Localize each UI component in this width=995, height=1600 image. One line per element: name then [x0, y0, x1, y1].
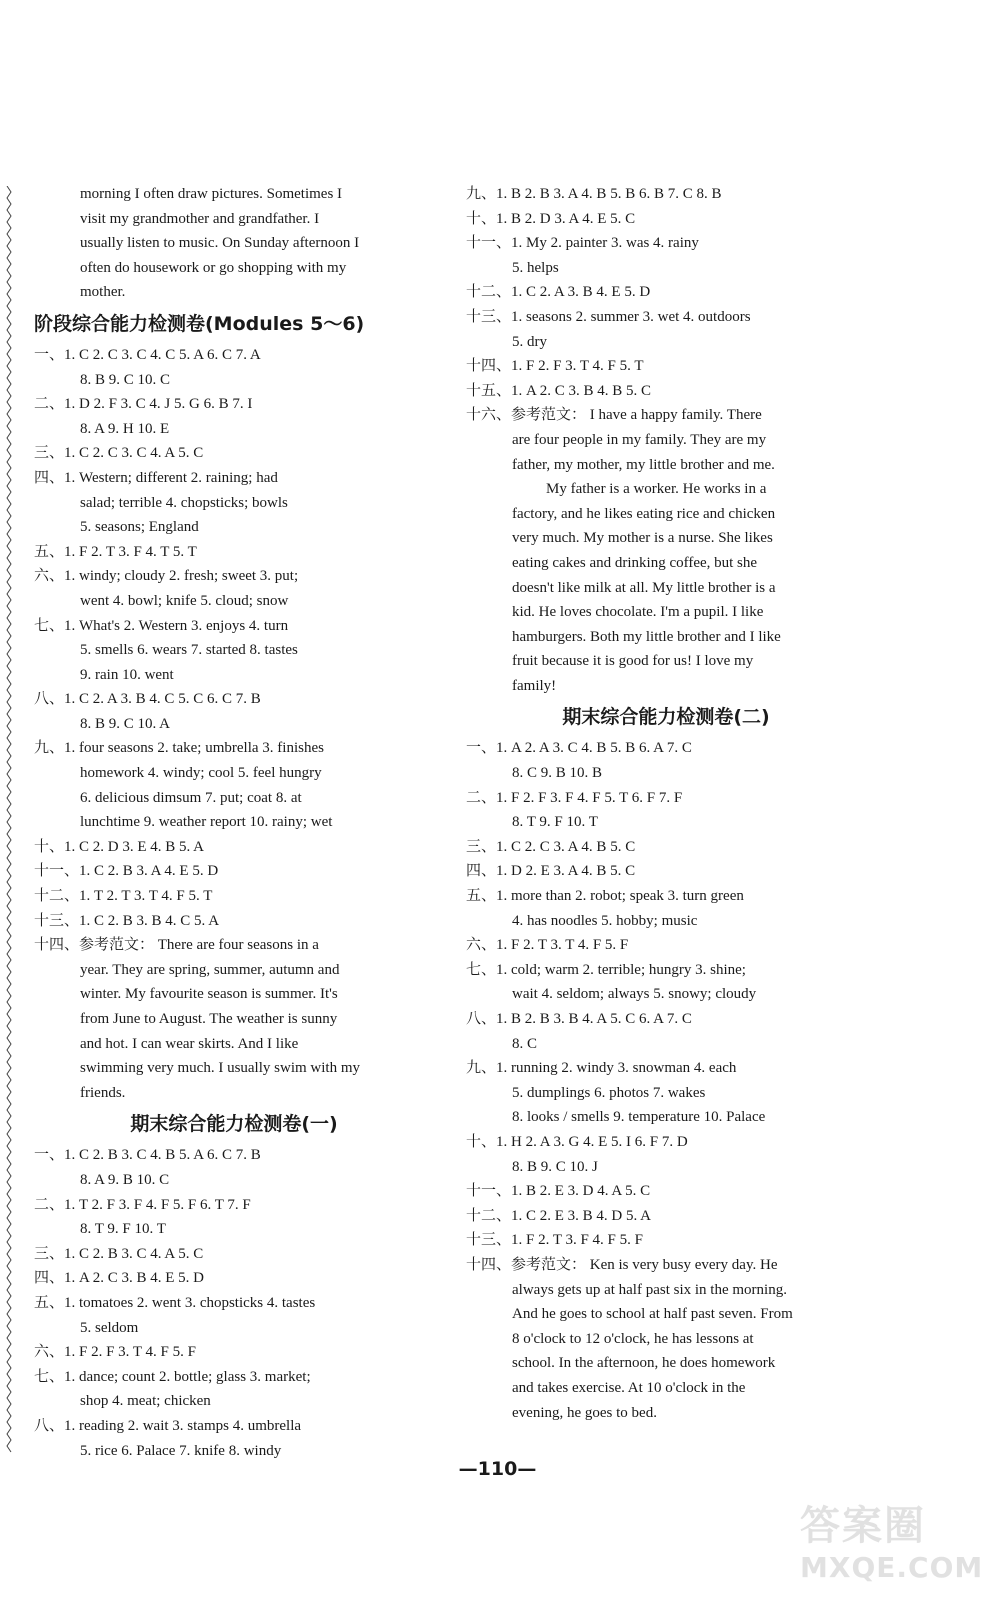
answer-line: 5. rice 6. Palace 7. knife 8. windy — [80, 1442, 282, 1459]
answer-line: 一、1. C 2. B 3. C 4. B 5. A 6. C 7. B — [34, 1147, 261, 1164]
answer-line: 5. seldom — [80, 1319, 139, 1336]
answer-line: 二、1. F 2. F 3. F 4. F 5. T 6. F 7. F — [466, 789, 683, 806]
section-title: 期末综合能力检测卷(一) — [130, 1113, 338, 1136]
answer-line: 十四、参考范文： Ken is very busy every day. He — [466, 1256, 778, 1273]
answer-line: 十、1. B 2. D 3. A 4. E 5. C — [466, 210, 636, 227]
answer-line: fruit because it is good for us! I love my — [512, 653, 754, 670]
page-number: —110— — [458, 1458, 537, 1480]
answer-line: 六、1. F 2. T 3. T 4. F 5. F — [466, 937, 629, 954]
answer-line: 五、1. tomatoes 2. went 3. chopsticks 4. tastes — [34, 1294, 316, 1311]
answer-line: morning I often draw pictures. Sometimes I — [80, 186, 343, 202]
answer-line: 四、1. D 2. E 3. A 4. B 5. C — [466, 863, 636, 880]
answer-line: homework 4. windy; cool 5. feel hungry — [80, 765, 322, 782]
answer-line: 九、1. four seasons 2. take; umbrella 3. finishes — [34, 740, 324, 757]
answer-line: are four people in my family. They are my — [512, 431, 767, 448]
answer-line: 十四、1. F 2. F 3. T 4. F 5. T — [466, 358, 644, 375]
answer-line: 七、1. cold; warm 2. terrible; hungry 3. shine; — [466, 961, 746, 978]
answer-line: year. They are spring, summer, autumn and — [80, 961, 340, 978]
answer-line: 十三、1. seasons 2. summer 3. wet 4. outdoors — [466, 308, 751, 325]
answer-line: mother. — [80, 284, 126, 301]
answer-line: 8. A 9. H 10. E — [80, 420, 170, 437]
answer-line: 六、1. F 2. F 3. T 4. F 5. F — [34, 1344, 196, 1361]
answer-line: 5. dumplings 6. photos 7. wakes — [512, 1084, 706, 1101]
answer-line: factory, and he likes eating rice and chicken — [512, 505, 776, 522]
watermark-logo-bottom: MXQE.COM — [800, 1551, 984, 1584]
answer-line: 九、1. B 2. B 3. A 4. B 5. B 6. B 7. C 8. B — [466, 186, 722, 202]
answer-line: 9. rain 10. went — [80, 666, 174, 683]
answer-line: 二、1. D 2. F 3. C 4. J 5. G 6. B 7. I — [34, 396, 253, 413]
answer-line: 二、1. T 2. F 3. F 4. F 5. F 6. T 7. F — [34, 1196, 251, 1213]
answer-line: 七、1. dance; count 2. bottle; glass 3. market; — [34, 1368, 311, 1385]
answer-line: 十二、1. C 2. E 3. B 4. D 5. A — [466, 1207, 652, 1224]
answer-line: 五、1. F 2. T 3. F 4. T 5. T — [34, 543, 197, 560]
answer-line: 五、1. more than 2. robot; speak 3. turn green — [466, 888, 744, 905]
answer-line: 十、1. C 2. D 3. E 4. B 5. A — [34, 838, 205, 855]
answer-line: friends. — [80, 1084, 126, 1101]
answer-line: kid. He loves chocolate. I'm a pupil. I like — [512, 604, 764, 621]
answer-line: 八、1. reading 2. wait 3. stamps 4. umbrella — [34, 1417, 302, 1434]
answer-line: 十五、1. A 2. C 3. B 4. B 5. C — [466, 382, 652, 399]
answer-line: and takes exercise. At 10 o'clock in the — [512, 1379, 746, 1396]
answer-line: 8. T 9. F 10. T — [80, 1221, 166, 1238]
answer-line: 八、1. B 2. B 3. B 4. A 5. C 6. A 7. C — [466, 1011, 692, 1027]
answer-line: visit my grandmother and grandfather. I — [80, 210, 320, 227]
answer-line: 十二、1. C 2. A 3. B 4. E 5. D — [466, 284, 651, 301]
answer-line: 三、1. C 2. B 3. C 4. A 5. C — [34, 1245, 204, 1262]
answer-line: 三、1. C 2. C 3. A 4. B 5. C — [466, 838, 636, 855]
answer-line: 6. delicious dimsum 7. put; coat 8. at — [80, 789, 302, 806]
answer-line: 十二、1. T 2. T 3. T 4. F 5. T — [34, 888, 213, 905]
answer-line: hamburgers. Both my little brother and I like — [512, 628, 781, 645]
answer-line: 8. C 9. B 10. B — [512, 765, 603, 782]
answer-line: 十一、1. My 2. painter 3. was 4. rainy — [466, 235, 699, 252]
answer-line: 六、1. windy; cloudy 2. fresh; sweet 3. put; — [34, 568, 299, 585]
answer-line: 十一、1. C 2. B 3. A 4. E 5. D — [34, 863, 219, 880]
answer-line: went 4. bowl; knife 5. cloud; snow — [80, 592, 289, 609]
answer-line: doesn't like milk at all. My little brother is a — [512, 579, 776, 596]
answer-line: usually listen to music. On Sunday afternoon I — [80, 235, 360, 252]
answer-line: 8. B 9. C 10. A — [80, 715, 171, 732]
answer-line: 四、1. Western; different 2. raining; had — [34, 469, 278, 486]
answer-line: 三、1. C 2. C 3. C 4. A 5. C — [34, 445, 204, 462]
answer-line: 十、1. H 2. A 3. G 4. E 5. I 6. F 7. D — [466, 1133, 688, 1150]
section-title: 期末综合能力检测卷(二) — [562, 706, 770, 729]
answer-line: salad; terrible 4. chopsticks; bowls — [80, 494, 288, 511]
margin-zigzag-line — [4, 186, 14, 1456]
answer-line: 8. A 9. B 10. C — [80, 1171, 170, 1188]
answer-line: 十四、参考范文： There are four seasons in a — [34, 937, 319, 954]
answer-line: evening, he goes to bed. — [512, 1404, 657, 1421]
answer-line: 5. seasons; England — [80, 519, 199, 536]
answer-line: often do housework or go shopping with my — [80, 259, 347, 276]
answer-line: 七、1. What's 2. Western 3. enjoys 4. turn — [34, 617, 289, 634]
answer-line: 十一、1. B 2. E 3. D 4. A 5. C — [466, 1183, 651, 1200]
answer-line: eating cakes and drinking coffee, but she — [512, 554, 758, 571]
answer-line: 十六、参考范文： I have a happy family. There — [466, 407, 762, 424]
section-title: 阶段综合能力检测卷(Modules 5～6) — [34, 312, 365, 335]
answer-line: winter. My favourite season is summer. It's — [80, 986, 338, 1003]
answer-line: shop 4. meat; chicken — [80, 1393, 211, 1410]
answer-line: My father is a worker. He works in a — [546, 481, 767, 498]
answer-line: And he goes to school at half past seven. From — [512, 1306, 793, 1323]
left-column — [34, 182, 434, 1463]
answer-line: family! — [512, 677, 557, 694]
answer-line: father, my mother, my little brother and me. — [512, 456, 775, 473]
answer-line: and hot. I can wear skirts. And I like — [80, 1035, 299, 1052]
answer-line: 8. T 9. F 10. T — [512, 814, 598, 831]
answer-line: lunchtime 9. weather report 10. rainy; wet — [80, 814, 333, 831]
answer-line: 5. helps — [512, 259, 559, 276]
answer-line: 8. B 9. C 10. C — [80, 371, 171, 388]
answer-line: 8 o'clock to 12 o'clock, he has lessons at — [512, 1330, 754, 1347]
right-column — [466, 182, 866, 1425]
answer-line: from June to August. The weather is sunny — [80, 1011, 338, 1027]
answer-line: 八、1. C 2. A 3. B 4. C 5. C 6. C 7. B — [34, 691, 261, 708]
answer-line: 十三、1. C 2. B 3. B 4. C 5. A — [34, 912, 220, 929]
answer-line: 一、1. C 2. C 3. C 4. C 5. A 6. C 7. A — [34, 346, 261, 363]
answer-line: 8. B 9. C 10. J — [512, 1158, 598, 1175]
answer-line: swimming very much. I usually swim with my — [80, 1060, 360, 1077]
answer-line: 8. C — [512, 1035, 538, 1052]
watermark-logo-top: 答案圈 — [800, 1503, 926, 1549]
answer-line: 一、1. A 2. A 3. C 4. B 5. B 6. A 7. C — [466, 740, 692, 757]
answer-line: 5. dry — [512, 333, 547, 350]
answer-line: 8. looks / smells 9. temperature 10. Palace — [512, 1109, 766, 1126]
answer-line: 九、1. running 2. windy 3. snowman 4. each — [466, 1060, 737, 1077]
answer-line: very much. My mother is a nurse. She likes — [512, 530, 773, 547]
answer-line: 四、1. A 2. C 3. B 4. E 5. D — [34, 1270, 205, 1287]
answer-line: always gets up at half past six in the morning. — [512, 1281, 787, 1298]
answer-line: wait 4. seldom; always 5. snowy; cloudy — [512, 986, 757, 1003]
watermark-logo — [800, 1494, 990, 1594]
answer-line: 4. has noodles 5. hobby; music — [512, 912, 698, 929]
answer-line: school. In the afternoon, he does homework — [512, 1355, 776, 1372]
answer-line: 5. smells 6. wears 7. started 8. tastes — [80, 642, 298, 659]
answer-line: 十三、1. F 2. T 3. F 4. F 5. F — [466, 1232, 643, 1249]
